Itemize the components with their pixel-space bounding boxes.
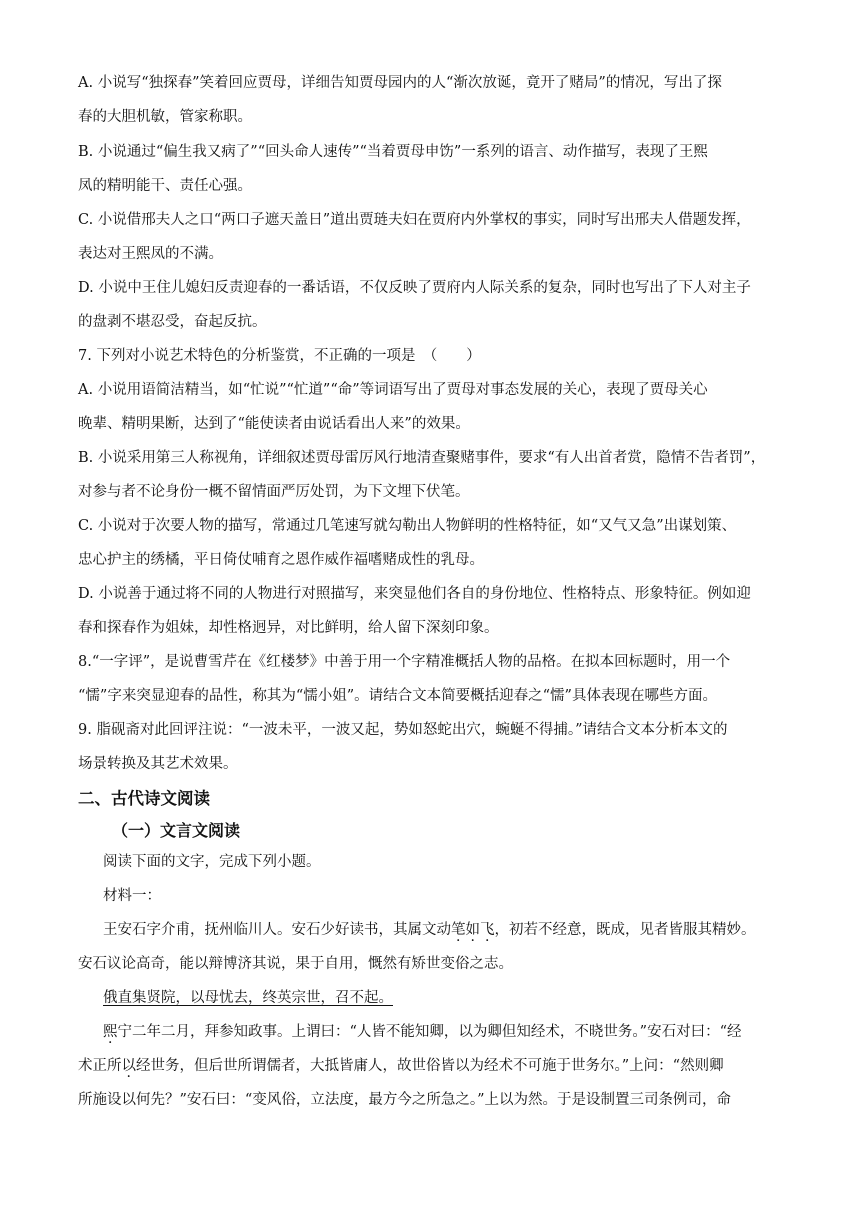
q8-line1: 8.“一字评”，是说曹雪芹在《红楼梦》中善于用一个字精准概括人物的品格。在拟本回标题时，用一个 bbox=[78, 654, 731, 670]
passage-text: 术正所 bbox=[78, 1058, 122, 1074]
material-label: 材料一： bbox=[103, 888, 161, 904]
dotted-char: 熙 bbox=[103, 1024, 118, 1040]
passage-text: 王安石字介甫，抚州临川人。安石少好读书，其属文动 bbox=[103, 922, 451, 938]
q7-option-d-line1: D. 小说善于通过将不同的人物进行对照描写，来突显他们各自的身份地位、性格特点、形象特征。例如迎 bbox=[78, 586, 751, 602]
instructions: 阅读下面的文字，完成下列小题。 bbox=[103, 854, 321, 870]
q9-line2: 场景转换及其艺术效果。 bbox=[78, 756, 238, 772]
q6-option-d-line1: D. 小说中王住儿媳妇反责迎春的一番话语，不仅反映了贾府内人际关系的复杂，同时也写出了下人对主子 bbox=[78, 280, 751, 296]
q6-option-b-line2: 凤的精明能干、责任心强。 bbox=[78, 178, 252, 194]
dotted-char: 飞 bbox=[480, 922, 495, 938]
passage-text: 宁二年二月，拜参知政事。上谓曰：“人皆不能知卿，以为卿但知经术，不晓世务。”安石对曰：“经 bbox=[117, 1024, 742, 1040]
dotted-char: 以 bbox=[121, 1058, 136, 1074]
q6-option-d-line2: 的盘剥不堪忍受，奋起反抗。 bbox=[78, 314, 267, 330]
q8-line2: “懦”字来突显迎春的品性，称其为“懦小姐”。请结合文本简要概括迎春之“懦”具体表现在哪些方面。 bbox=[78, 688, 717, 704]
section-heading: 二、古代诗文阅读 bbox=[78, 789, 210, 808]
passage-p1-line1 bbox=[103, 920, 756, 940]
q7-option-c-line1: C. 小说对于次要人物的描写，常通过几笔速写就勾勒出人物鲜明的性格特征，如“又气又急”出谋划策、 bbox=[78, 518, 737, 534]
dotted-char: 如 bbox=[465, 922, 480, 938]
dotted-char: 笔 bbox=[451, 922, 466, 938]
q7-option-b-line1: B. 小说采用第三人称视角，详细叙述贾母雷厉风行地清查聚赌事件，要求“有人出首者赏，隐情不告者罚”， bbox=[78, 450, 766, 466]
q6-option-a-line1: A. 小说写“独探春”笑着回应贾母，详细告知贾母园内的人“渐次放诞，竟开了赌局”的情况，写出了探 bbox=[78, 75, 722, 91]
passage-text: ，初若不经意，既成，见者皆服其精妙。 bbox=[494, 922, 756, 938]
passage-p2-underlined bbox=[103, 988, 393, 1008]
q9-line1: 9. 脂砚斋对此回评注说：“一波未平，一波又起，势如怒蛇出穴，蜿蜒不得捕。”请结合文本分析本文的 bbox=[78, 722, 728, 738]
passage-p3-line1 bbox=[103, 1022, 742, 1042]
q7-option-c-line2: 忠心护主的绣橘，平日倚仗哺育之恩作威作福嗜赌成性的乳母。 bbox=[78, 552, 484, 568]
q6-option-c-line2: 表达对王熙凤的不满。 bbox=[78, 246, 223, 262]
passage-p3-line2 bbox=[78, 1056, 724, 1076]
passage-p3-line3: 所施设以何先？”安石曰：“变风俗，立法度，最方今之所急之。”上以为然。于是设制置三司条例司，命 bbox=[78, 1092, 731, 1108]
underlined-sentence: 俄直集贤院，以母忧去，终英宗世，召不起。 bbox=[103, 990, 393, 1006]
q7-option-b-line2: 对参与者不论身份一概不留情面严厉处罚，为下文埋下伏笔。 bbox=[78, 484, 470, 500]
q7-option-a-line1: A. 小说用语简洁精当，如“忙说”“忙道”“命”等词语写出了贾母对事态发展的关心，表现了贾母关心 bbox=[78, 382, 708, 398]
subsection-heading: （一）文言文阅读 bbox=[112, 821, 241, 840]
q7-option-a-line2: 晚辈、精明果断，达到了“能使读者由说话看出人来”的效果。 bbox=[78, 416, 470, 432]
q7-option-d-line2: 春和探春作为姐妹，却性格迥异，对比鲜明，给人留下深刻印象。 bbox=[78, 620, 499, 636]
passage-text: 经世务，但后世所谓儒者，大抵皆庸人，故世俗皆以为经术不可施于世务尔。”上问：“然则卿 bbox=[136, 1058, 724, 1074]
q6-option-a-line2: 春的大胆机敏，管家称职。 bbox=[78, 109, 252, 125]
q6-option-c-line1: C. 小说借邢夫人之口“两口子遮天盖日”道出贾琏夫妇在贾府内外掌权的事实，同时写出邢夫人借题发挥， bbox=[78, 212, 751, 228]
q6-option-b-line1: B. 小说通过“偏生我又病了”“回头命人速传”“当着贾母申饬”一系列的语言、动作描写，表现了王熙 bbox=[78, 144, 708, 160]
q7-stem: 7. 下列对小说艺术特色的分析鉴赏，不正确的一项是 （ ） bbox=[78, 348, 481, 364]
passage-p1-line2: 安石议论高奇，能以辩博济其说，果于自用，慨然有矫世变俗之志。 bbox=[78, 956, 513, 972]
